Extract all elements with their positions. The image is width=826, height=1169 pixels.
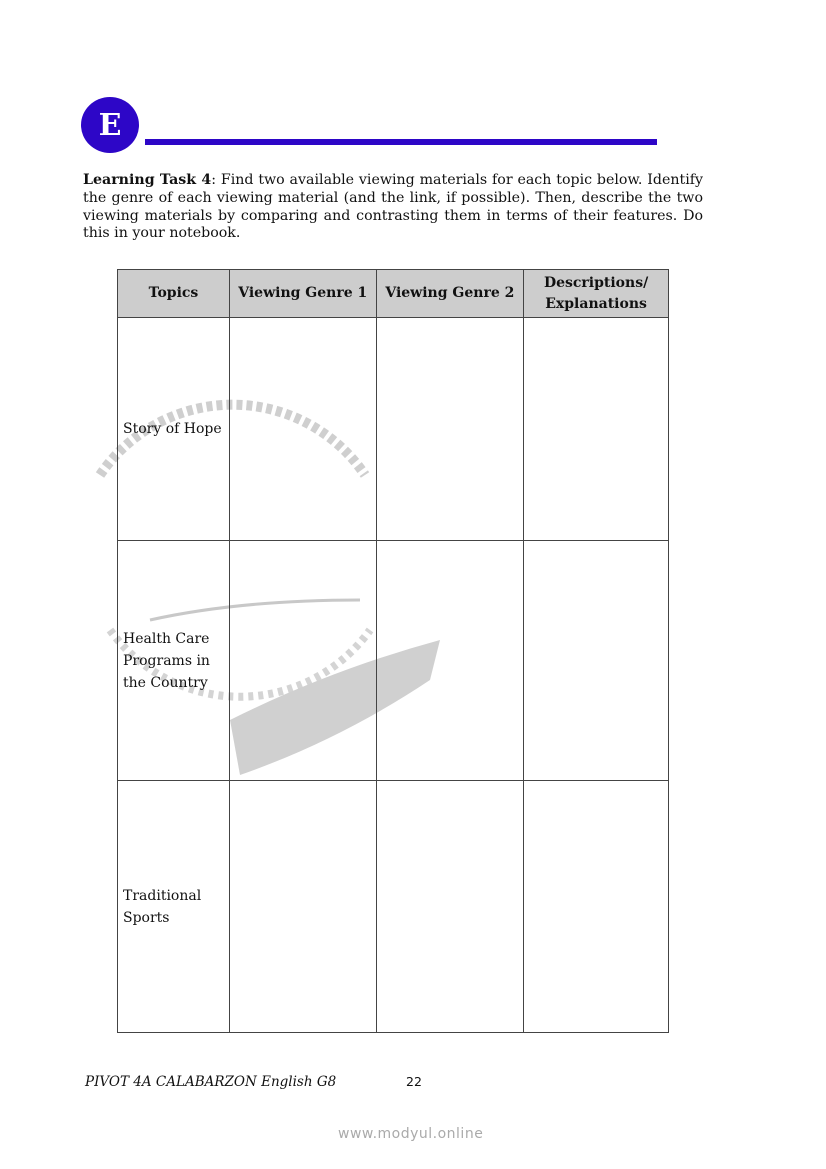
topic-cell: Story of Hope <box>118 318 230 541</box>
footer-title: PIVOT 4A CALABARZON English G8 <box>85 1074 337 1090</box>
section-badge <box>81 97 139 153</box>
genre1-cell <box>229 781 376 1033</box>
task-instructions <box>83 172 703 243</box>
genre2-cell <box>376 318 524 541</box>
task-text: : Find two available viewing materials for each topic below. Identify the genre of each viewing material (and the link, if possible). Then, describe the two viewing materials by comparing and contrasting them in terms of their features. Do this in your notebook. <box>83 172 703 242</box>
task-table <box>117 269 669 1033</box>
site-watermark: www.modyul.online <box>338 1126 484 1142</box>
page-number: 22 <box>406 1074 422 1089</box>
task-label: Learning Task 4 <box>83 172 212 188</box>
genre1-cell <box>229 541 376 781</box>
description-cell <box>524 781 669 1033</box>
genre1-cell <box>229 318 376 541</box>
section-letter: E <box>98 107 122 143</box>
genre2-cell <box>376 781 524 1033</box>
header-topics: Topics <box>118 270 230 318</box>
topic-cell: Health Care Programs in the Country <box>118 541 230 781</box>
topic-cell: Traditional Sports <box>118 781 230 1033</box>
table-row <box>118 541 669 781</box>
table-header-row <box>118 270 669 318</box>
table-row <box>118 318 669 541</box>
header-genre-2: Viewing Genre 2 <box>376 270 524 318</box>
header-genre-1: Viewing Genre 1 <box>229 270 376 318</box>
description-cell <box>524 541 669 781</box>
genre2-cell <box>376 541 524 781</box>
header-descriptions: Descriptions/ Explanations <box>524 270 669 318</box>
table-row <box>118 781 669 1033</box>
section-rule <box>145 139 657 145</box>
description-cell <box>524 318 669 541</box>
